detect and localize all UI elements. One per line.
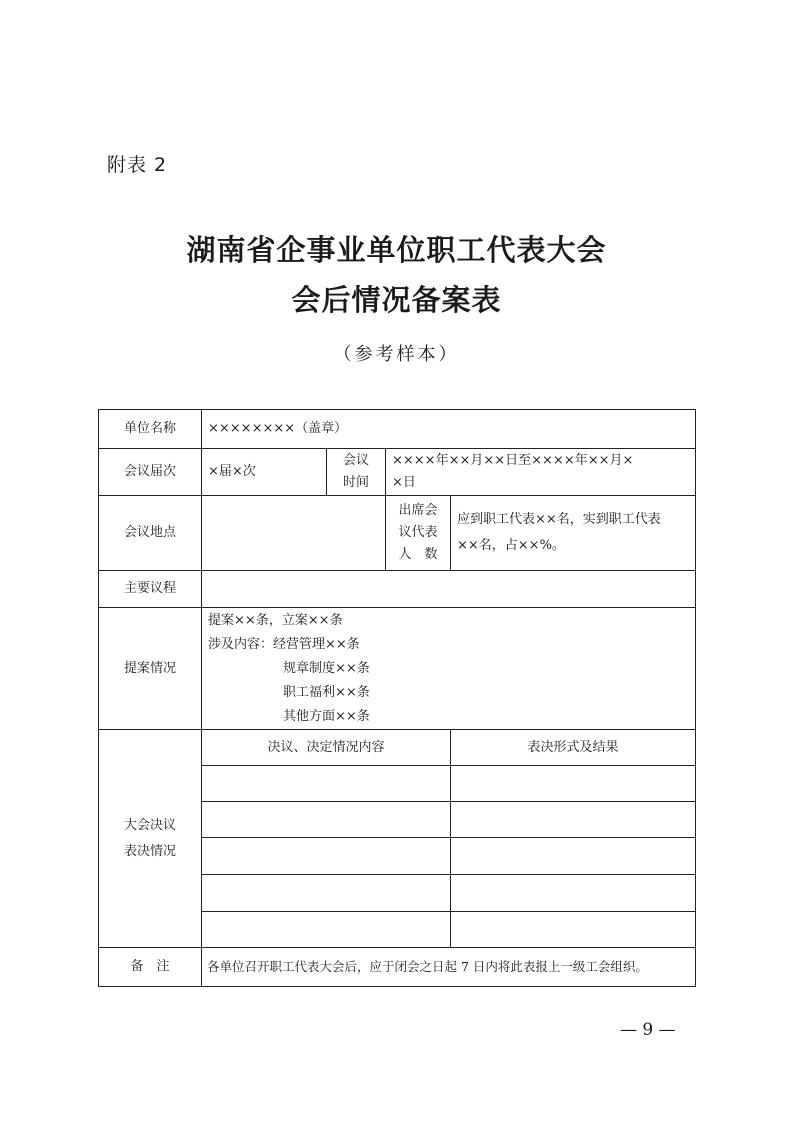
row-session [99, 449, 696, 496]
voting-result-cell[interactable] [451, 912, 696, 948]
attendance-label [386, 496, 451, 571]
proposal-line: 涉及内容：经营管理××条 [208, 636, 360, 652]
attendance-field[interactable] [451, 496, 696, 571]
resolution-content-cell[interactable] [202, 912, 451, 948]
meeting-time-label-line-1: 会议 [342, 453, 369, 468]
session-label: 会议届次 [99, 449, 202, 496]
resolution-label-line-2: 表决情况 [123, 843, 176, 859]
row-unit-name [99, 410, 696, 449]
unit-name-field[interactable]: ××××××××（盖章） [202, 410, 696, 449]
voting-result-cell[interactable] [451, 766, 696, 802]
form-title-line-1: 湖南省企事业单位职工代表大会 [186, 233, 607, 267]
attendance-label-line-3: 人 数 [398, 547, 438, 562]
proposal-line: 规章制度××条 [283, 660, 370, 676]
meeting-time-label [327, 449, 386, 496]
resolution-content-header: 决议、决定情况内容 [202, 730, 451, 766]
resolution-content-cell[interactable] [202, 875, 451, 912]
voting-result-header: 表决形式及结果 [451, 730, 696, 766]
attachment-label: 附表 2 [107, 154, 168, 176]
voting-result-cell[interactable] [451, 875, 696, 912]
proposal-line: 提案××条，立案××条 [208, 612, 343, 628]
proposal-label: 提案情况 [99, 608, 202, 730]
form-title-line-2: 会后情况备案表 [291, 283, 502, 317]
agenda-label: 主要议程 [99, 571, 202, 608]
resolution-content-cell[interactable] [202, 838, 451, 875]
page-number: — 9 — [620, 1020, 676, 1040]
row-agenda [99, 571, 696, 608]
proposal-line: 其他方面××条 [283, 708, 370, 724]
resolution-content-cell[interactable] [202, 766, 451, 802]
attendance-value-line-1: 应到职工代表××名，实到职工代表 [457, 512, 661, 527]
agenda-field[interactable] [202, 571, 696, 608]
row-location [99, 496, 696, 571]
voting-result-cell[interactable] [451, 802, 696, 838]
meeting-time-label-line-2: 时间 [342, 475, 369, 490]
row-proposals [99, 608, 696, 730]
filing-form-table [98, 409, 696, 987]
meeting-time-value-line-1: ××××年××月××日至××××年××月× [392, 453, 634, 468]
resolution-content-cell[interactable] [202, 802, 451, 838]
voting-result-cell[interactable] [451, 838, 696, 875]
proposal-line: 职工福利××条 [283, 684, 370, 700]
row-remarks [99, 948, 696, 987]
unit-name-label: 单位名称 [99, 410, 202, 449]
attendance-value-line-2: ××名，占××%。 [457, 538, 565, 553]
form-subtitle: （参考样本） [333, 344, 460, 365]
row-resolution-header [99, 730, 696, 766]
resolution-label [99, 730, 202, 948]
resolution-label-line-1: 大会决议 [123, 817, 176, 833]
proposal-field[interactable] [202, 608, 696, 730]
attendance-label-line-2: 议代表 [398, 525, 438, 540]
remarks-field: 各单位召开职工代表大会后，应于闭会之日起 7 日内将此表报上一级工会组织。 [202, 948, 696, 987]
remarks-label: 备 注 [99, 948, 202, 987]
attendance-label-line-1: 出席会 [398, 503, 438, 518]
meeting-time-field[interactable] [386, 449, 696, 496]
location-label: 会议地点 [99, 496, 202, 571]
location-field[interactable] [202, 496, 386, 571]
session-field[interactable]: ×届×次 [202, 449, 327, 496]
meeting-time-value-line-2: ×日 [392, 475, 416, 490]
